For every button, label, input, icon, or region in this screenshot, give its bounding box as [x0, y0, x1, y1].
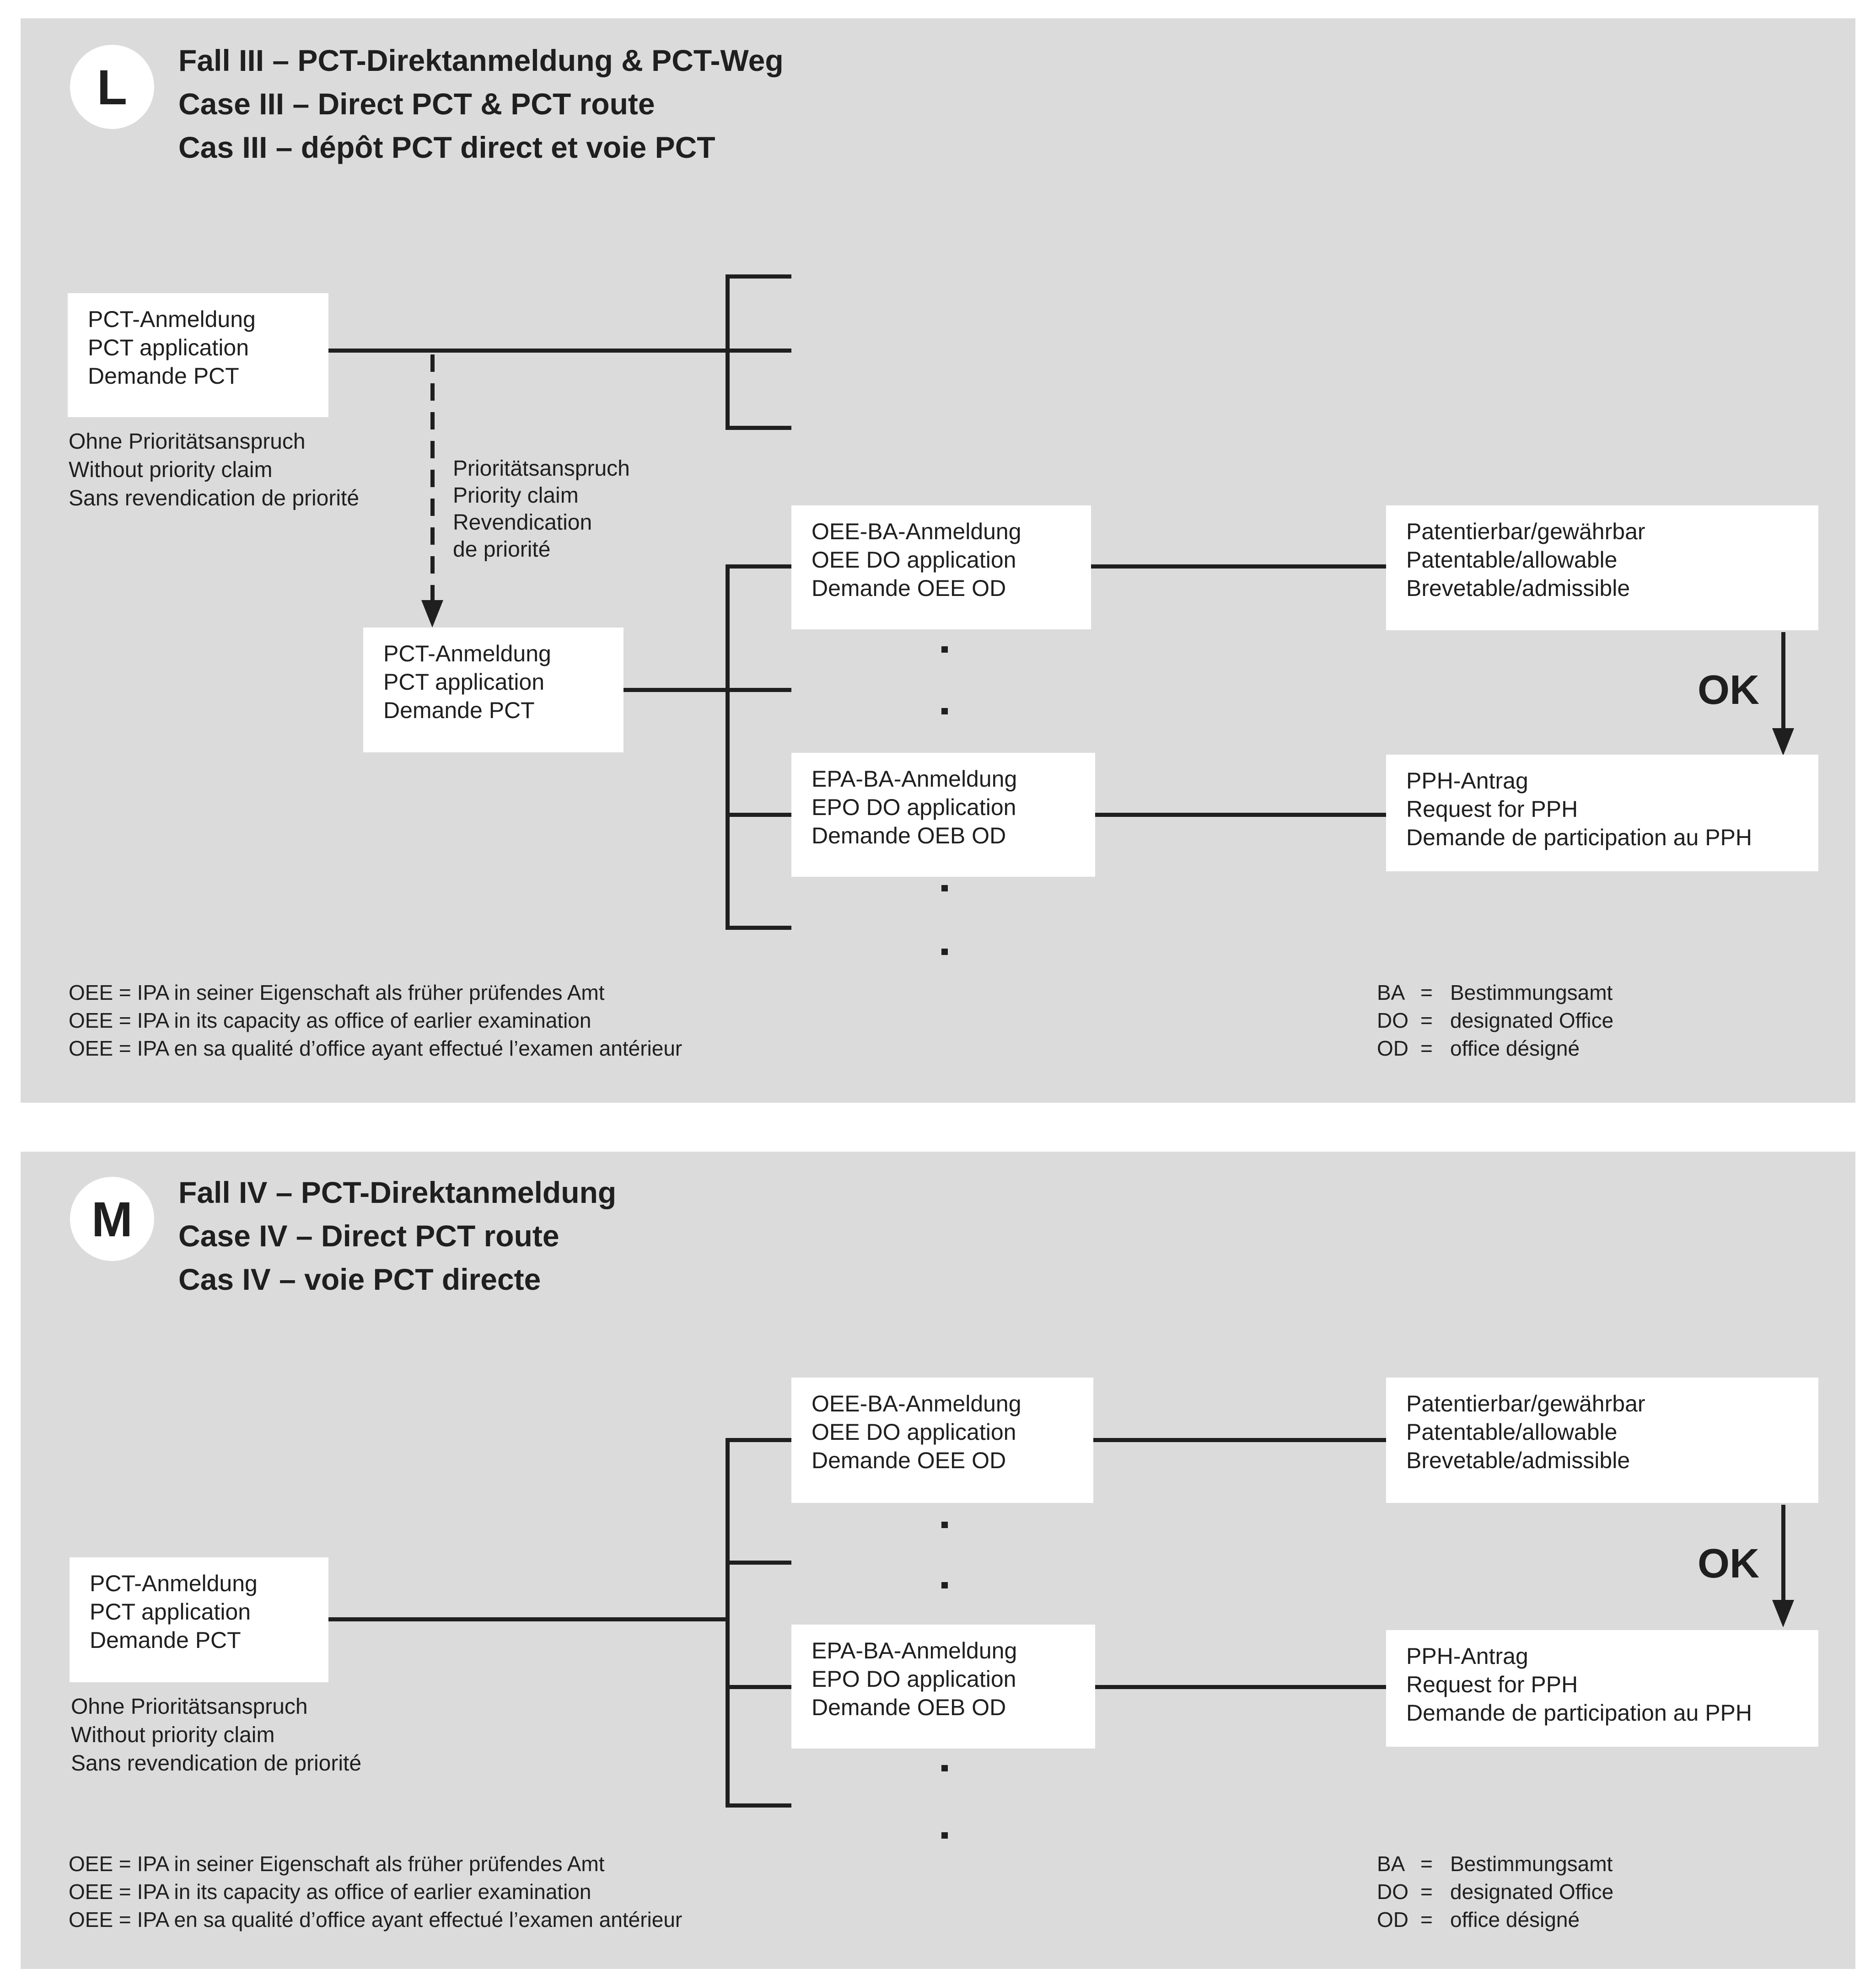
epa-box-line-en: EPO DO application — [812, 1666, 1016, 1692]
patentable-line-fr: Brevetable/admissible — [1406, 1448, 1630, 1473]
pph-line-fr: Demande de participation au PPH — [1406, 825, 1752, 850]
footnotes-abbr — [1377, 1850, 1613, 1934]
row-oee-link — [726, 564, 791, 569]
connector-epa-pph — [1095, 813, 1386, 817]
pct-box-line-fr: Demande PCT — [88, 363, 239, 389]
row-epa-link — [726, 813, 791, 817]
patentable-line-de: Patentierbar/gewährbar — [1406, 1391, 1645, 1416]
ellipsis-dot — [941, 1582, 948, 1588]
epa-box-line-en: EPO DO application — [812, 794, 1016, 820]
no-priority-label — [69, 428, 359, 513]
footnote-def: Bestimmungsamt — [1450, 1852, 1613, 1876]
oee-box-line-fr: Demande OEE OD — [812, 1448, 1006, 1473]
footnotes-abbr — [1377, 979, 1613, 1062]
pct-box2-line-de: PCT-Anmeldung — [383, 641, 551, 666]
connector-pct2 — [624, 688, 791, 692]
pph-line-en: Request for PPH — [1406, 796, 1578, 822]
oee-box-line-en: OEE DO application — [812, 1419, 1016, 1445]
footnote-eq: = — [1420, 1908, 1433, 1931]
pct-application-box — [68, 293, 328, 417]
badge-M — [70, 1177, 154, 1261]
oee-box-line-en: OEE DO application — [812, 547, 1016, 573]
footnote-def: designated Office — [1450, 1009, 1614, 1032]
footnote-abbr: DO — [1377, 1880, 1408, 1904]
patentable-line-en: Patentable/allowable — [1406, 1419, 1618, 1445]
pct-box-line-de: PCT-Anmeldung — [88, 306, 256, 332]
pph-line-fr: Demande de participation au PPH — [1406, 1700, 1752, 1726]
panel-case-4 — [21, 1152, 1855, 1969]
footnote-oee-de: OEE = IPA in seiner Eigenschaft als früher prüfendes Amt — [69, 1852, 605, 1876]
no-priority-fr: Sans revendication de priorité — [71, 1751, 362, 1776]
bracket-do-vertical — [726, 564, 730, 929]
footnote-oee-de: OEE = IPA in seiner Eigenschaft als früher prüfendes Amt — [69, 981, 605, 1004]
ok-label: OK — [1698, 667, 1759, 713]
footnote-def: Bestimmungsamt — [1450, 981, 1613, 1004]
footnote-abbr: DO — [1377, 1009, 1408, 1032]
oee-do-box — [791, 505, 1091, 629]
footnote-eq: = — [1420, 981, 1433, 1004]
footnote-abbr: OD — [1377, 1036, 1408, 1060]
pph-request-box — [1386, 1630, 1818, 1747]
pct-box2-line-fr: Demande PCT — [383, 697, 535, 723]
pct-box-line-de: PCT-Anmeldung — [90, 1571, 258, 1596]
priority-label — [453, 455, 630, 563]
priority-fr-2: de priorité — [453, 537, 551, 562]
priority-dashed-line — [430, 354, 435, 601]
priority-en: Priority claim — [453, 483, 579, 508]
connector-oee-patentable — [1091, 564, 1386, 569]
pph-line-de: PPH-Antrag — [1406, 768, 1528, 794]
badge-L-letter: L — [97, 59, 127, 115]
pct-box-line-en: PCT application — [88, 335, 249, 360]
no-priority-label — [71, 1693, 361, 1778]
priority-arrowhead — [421, 600, 443, 628]
ellipsis-dot — [941, 1522, 948, 1528]
no-priority-en: Without priority claim — [69, 458, 273, 482]
badge-M-letter: M — [91, 1191, 133, 1247]
epa-box-line-fr: Demande OEB OD — [812, 823, 1006, 848]
priority-de: Prioritätsanspruch — [453, 456, 630, 481]
footnote-eq: = — [1420, 1009, 1433, 1032]
ellipsis-dot — [941, 1832, 948, 1839]
patentable-box — [1386, 505, 1818, 630]
footnote-abbr: BA — [1377, 1852, 1405, 1876]
footnote-def: office désigné — [1450, 1908, 1580, 1931]
footnote-def: designated Office — [1450, 1880, 1614, 1904]
oee-box-line-de: OEE-BA-Anmeldung — [812, 519, 1021, 544]
row-bottom-stub — [726, 926, 791, 930]
ok-label: OK — [1698, 1541, 1759, 1587]
bracket-do-vertical — [726, 1438, 730, 1808]
ok-arrow-line — [1781, 632, 1785, 730]
footnote-oee-fr: OEE = IPA en sa qualité d’office ayant effectué l’examen antérieur — [69, 1036, 683, 1060]
pct-application-box-2 — [363, 628, 624, 752]
footnote-eq: = — [1420, 1852, 1433, 1876]
bracket-top-vertical — [726, 274, 730, 430]
epa-box-line-fr: Demande OEB OD — [812, 1695, 1006, 1720]
patentable-line-en: Patentable/allowable — [1406, 547, 1618, 573]
panel-title-case-4 — [178, 1171, 616, 1301]
epo-do-box — [791, 753, 1095, 877]
bracket-top-stub-2 — [726, 426, 791, 430]
title-line-fr: Cas III – dépôt PCT direct et voie PCT — [178, 130, 715, 164]
pph-request-box — [1386, 755, 1818, 871]
footnote-oee-en: OEE = IPA in its capacity as office of earlier examination — [69, 1009, 591, 1032]
pct-application-box — [70, 1557, 328, 1682]
ellipsis-dot — [941, 1765, 948, 1771]
pph-line-en: Request for PPH — [1406, 1672, 1578, 1697]
ok-arrowhead — [1772, 1600, 1794, 1627]
no-priority-fr: Sans revendication de priorité — [69, 486, 360, 510]
ok-arrow-line — [1781, 1505, 1785, 1602]
epo-do-box — [791, 1625, 1095, 1749]
connector-pct-main — [328, 349, 791, 353]
row-mid-stub — [726, 1561, 791, 1565]
badge-L — [70, 45, 154, 129]
footnote-def: office désigné — [1450, 1036, 1580, 1060]
ellipsis-dot — [941, 646, 948, 653]
ok-arrowhead — [1772, 728, 1794, 756]
footnote-eq: = — [1420, 1880, 1433, 1904]
ellipsis-dot — [941, 885, 948, 891]
connector-oee-patentable — [1093, 1438, 1386, 1442]
oee-do-box — [791, 1378, 1093, 1503]
title-line-en: Case III – Direct PCT & PCT route — [178, 87, 655, 121]
title-line-fr: Cas IV – voie PCT directe — [178, 1262, 541, 1296]
panel-title-case-3 — [178, 39, 784, 169]
row-oee-link — [726, 1438, 791, 1442]
footnote-oee-en: OEE = IPA in its capacity as office of earlier examination — [69, 1880, 591, 1904]
connector-pct-main — [328, 1617, 730, 1621]
title-line-en: Case IV – Direct PCT route — [178, 1219, 559, 1253]
patentable-line-de: Patentierbar/gewährbar — [1406, 519, 1645, 544]
patentable-box — [1386, 1378, 1818, 1503]
no-priority-de: Ohne Prioritätsanspruch — [69, 429, 306, 454]
row-epa-link — [726, 1685, 791, 1689]
no-priority-en: Without priority claim — [71, 1723, 275, 1747]
bracket-top-stub-1 — [726, 274, 791, 279]
pph-line-de: PPH-Antrag — [1406, 1643, 1528, 1669]
footnote-abbr: OD — [1377, 1908, 1408, 1931]
footnotes-oee — [69, 1850, 682, 1934]
footnote-oee-fr: OEE = IPA en sa qualité d’office ayant effectué l’examen antérieur — [69, 1908, 683, 1931]
pct-box-line-fr: Demande PCT — [90, 1627, 241, 1653]
row-bottom-stub — [726, 1803, 791, 1808]
no-priority-de: Ohne Prioritätsanspruch — [71, 1695, 308, 1719]
patentable-line-fr: Brevetable/admissible — [1406, 575, 1630, 601]
footnote-eq: = — [1420, 1036, 1433, 1060]
panel-case-3 — [21, 18, 1855, 1103]
pct-box-line-en: PCT application — [90, 1599, 251, 1625]
title-line-de: Fall III – PCT-Direktanmeldung & PCT-Weg — [178, 43, 784, 77]
ellipsis-dot — [941, 949, 948, 955]
oee-box-line-fr: Demande OEE OD — [812, 575, 1006, 601]
footnotes-oee — [69, 979, 682, 1062]
epa-box-line-de: EPA-BA-Anmeldung — [812, 1638, 1017, 1663]
epa-box-line-de: EPA-BA-Anmeldung — [812, 766, 1017, 792]
ellipsis-dot — [941, 708, 948, 714]
footnote-abbr: BA — [1377, 981, 1405, 1004]
oee-box-line-de: OEE-BA-Anmeldung — [812, 1391, 1021, 1416]
title-line-de: Fall IV – PCT-Direktanmeldung — [178, 1175, 617, 1209]
pct-box2-line-en: PCT application — [383, 669, 545, 695]
priority-fr-1: Revendication — [453, 510, 592, 535]
connector-epa-pph — [1095, 1685, 1386, 1689]
